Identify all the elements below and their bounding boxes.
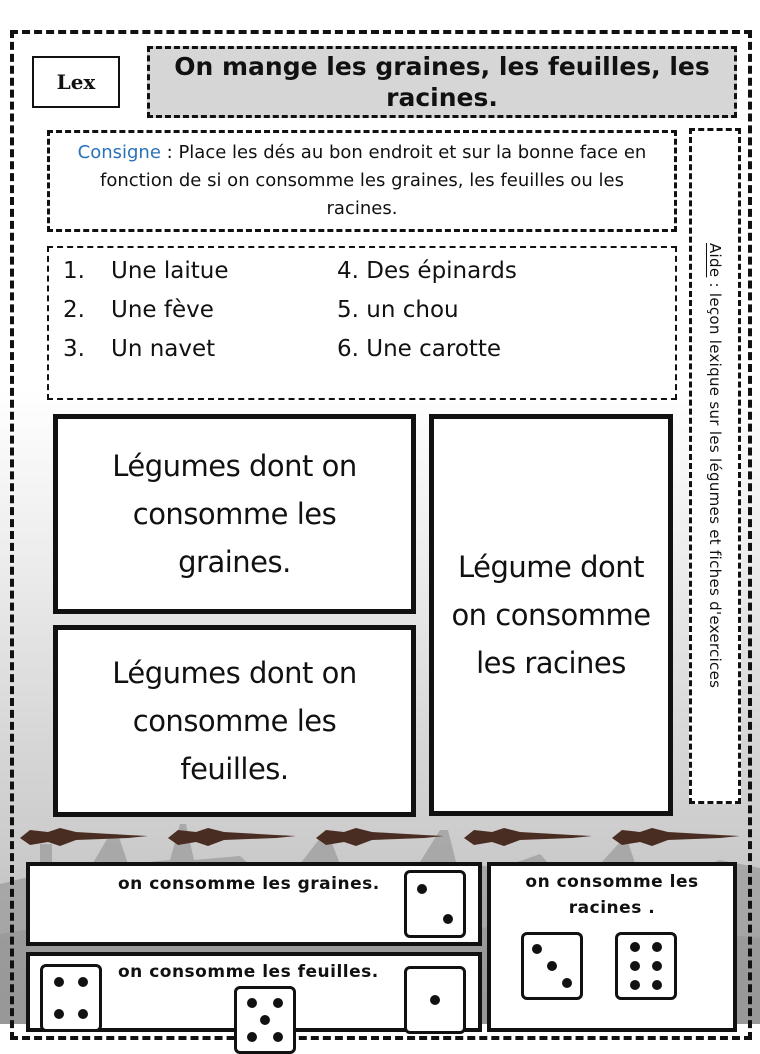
page-title: On mange les graines, les feuilles, les racines. — [147, 46, 737, 118]
consigne-text: Place les dés au bon endroit et sur la bonne face en fonction de si on consomme les graines, les feuilles ou les racines. — [100, 142, 647, 219]
feather-divider-icon — [462, 826, 594, 848]
die-pip — [652, 942, 662, 952]
list-item: 4. Des épinards — [337, 258, 517, 284]
die-pip — [630, 961, 640, 971]
feather-divider-icon — [18, 826, 150, 848]
aide-description: : leçon lexique sur les légumes et fiches d'exercices — [706, 277, 724, 689]
aide-label: Aide — [706, 243, 724, 278]
list-item: 1. Une laitue — [63, 258, 229, 284]
die-pip — [247, 998, 257, 1008]
consigne-separator: : — [160, 142, 179, 163]
consigne-box — [47, 130, 677, 232]
list-item: 5. un chou — [337, 297, 459, 323]
die-pip — [532, 944, 542, 954]
die-pip — [417, 884, 427, 894]
category-graines-label: Légumes dont on consomme les graines. — [112, 449, 357, 579]
die-pip — [54, 1009, 64, 1019]
category-racines-label: Légume dont on consomme les racines — [451, 550, 651, 680]
die-face[interactable] — [521, 932, 583, 1000]
dice-label-racines-line1: on consomme les — [525, 872, 699, 892]
category-feuilles-label: Légumes dont on consomme les feuilles. — [112, 656, 357, 786]
die-pip — [273, 998, 283, 1008]
die-face[interactable] — [404, 870, 466, 938]
die-pip — [652, 980, 662, 990]
list-item: 2. Une fève — [63, 297, 214, 323]
aide-box — [689, 128, 741, 804]
category-box-racines[interactable] — [429, 414, 673, 816]
die-pip — [54, 977, 64, 987]
die-face[interactable] — [40, 964, 102, 1032]
category-box-feuilles[interactable] — [53, 625, 416, 817]
die-face[interactable] — [234, 986, 296, 1054]
list-item: 6. Une carotte — [337, 336, 502, 362]
dice-panel-feuilles — [26, 952, 482, 1032]
die-pip — [547, 961, 557, 971]
feather-divider-icon — [610, 826, 742, 848]
die-pip — [630, 942, 640, 952]
dice-label-racines-line2: racines . — [568, 898, 656, 918]
die-pip — [273, 1032, 283, 1042]
feather-divider-icon — [314, 826, 446, 848]
die-pip — [630, 980, 640, 990]
die-pip — [562, 978, 572, 988]
feather-divider-icon — [166, 826, 298, 848]
dice-panel-graines — [26, 862, 482, 946]
die-pip — [443, 914, 453, 924]
lex-label: Lex — [32, 56, 120, 108]
dice-label-feuilles: on consomme les feuilles. — [118, 962, 379, 982]
category-box-graines[interactable] — [53, 414, 416, 614]
list-item: 3. Un navet — [63, 336, 216, 362]
die-pip — [78, 1009, 88, 1019]
dice-label-graines: on consomme les graines. — [118, 874, 380, 894]
die-pip — [652, 961, 662, 971]
consigne-label: Consigne — [77, 142, 161, 163]
die-face[interactable] — [615, 932, 677, 1000]
die-pip — [78, 977, 88, 987]
vegetable-list — [47, 246, 677, 400]
aide-text — [706, 243, 724, 688]
die-pip — [247, 1032, 257, 1042]
die-pip — [430, 995, 440, 1005]
dice-panel-racines — [487, 862, 737, 1032]
